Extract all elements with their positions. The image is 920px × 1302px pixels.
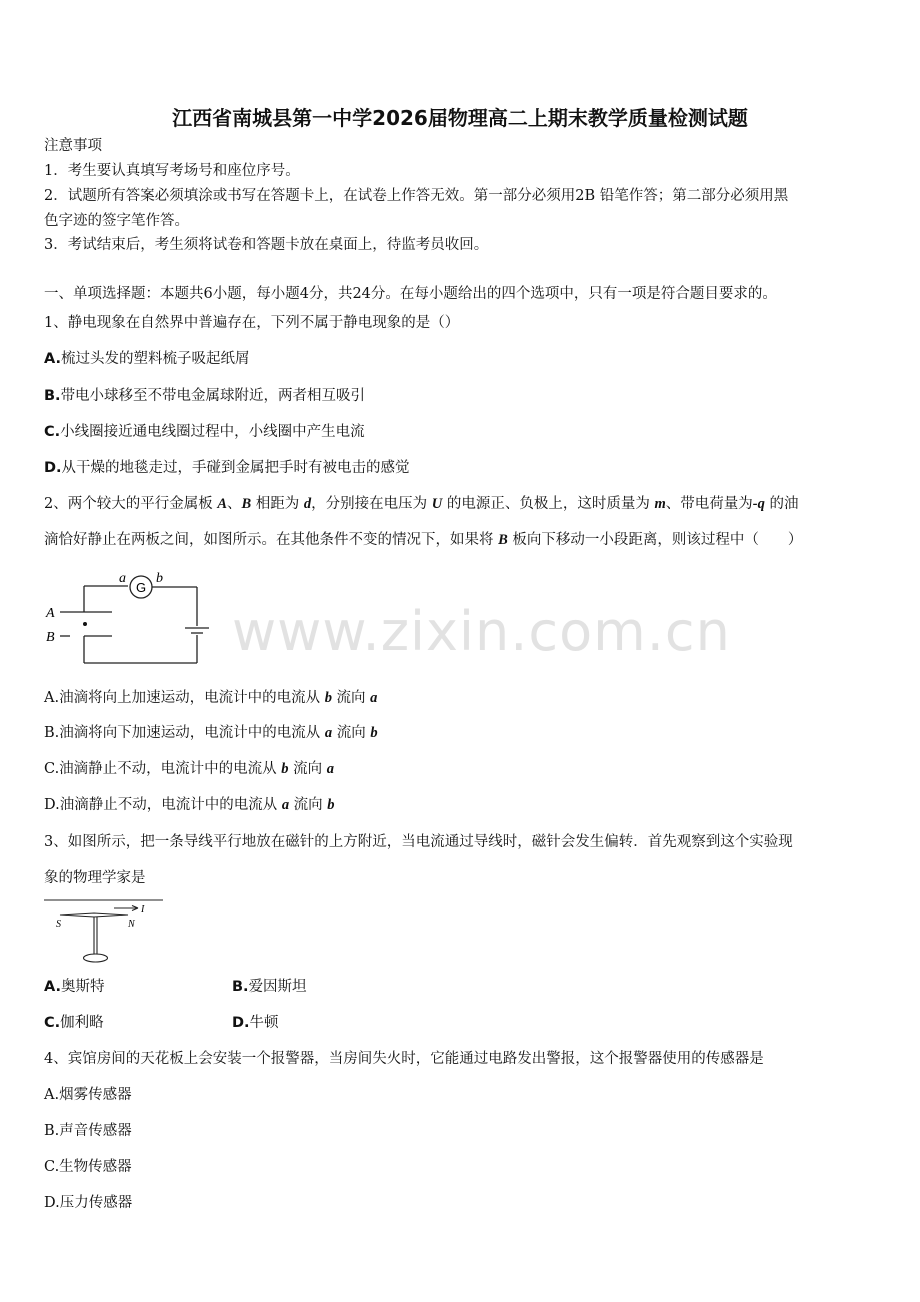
- notes-heading: 注意事项: [44, 138, 102, 154]
- note-item: 色字迹的签字笔作答。: [44, 213, 189, 229]
- note-item: 2．试题所有答案必须填涂或书写在答题卡上，在试卷上作答无效。第一部分必须用2B 铅笔作答；第二部分必须用黑: [44, 188, 789, 204]
- question-3-stem-line2: 象的物理学家是: [44, 870, 146, 886]
- plate-b-label: B: [46, 630, 55, 645]
- q1-option-d: D.从干燥的地毯走过，手碰到金属把手时有被电击的感觉: [44, 460, 410, 476]
- q3-option-b: B.爱因斯坦: [232, 979, 307, 995]
- note-item: 3．考试结束后，考生须将试卷和答题卡放在桌面上，待监考员收回。: [44, 237, 489, 253]
- capacitor-circuit-figure: [40, 568, 220, 673]
- q4-option-b: B.声音传感器: [44, 1123, 132, 1139]
- q1-option-a: A.梳过头发的塑料梳子吸起纸屑: [44, 351, 250, 367]
- section-heading: 一、单项选择题：本题共6小题，每小题4分，共24分。在每小题给出的四个选项中，只有一项是符合题目要求的。: [44, 286, 777, 302]
- question-1-stem: 1、静电现象在自然界中普遍存在，下列不属于静电现象的是（）: [44, 315, 460, 331]
- galvanometer-label: G: [135, 580, 147, 595]
- pole-n-label: N: [128, 919, 135, 930]
- plate-a-label: A: [46, 606, 55, 621]
- q1-option-b: B.带电小球移至不带电金属球附近，两者相互吸引: [44, 388, 366, 404]
- question-2-stem-line1: 2、两个较大的平行金属板 A、B 相距为 d，分别接在电压为 U 的电源正、负极上，这时质量为 m、带电荷量为-q 的油: [44, 496, 799, 512]
- terminal-b-label: b: [156, 571, 163, 586]
- q2-option-a: A.油滴将向上加速运动，电流计中的电流从 b 流向 a: [44, 690, 378, 706]
- q4-option-d: D.压力传感器: [44, 1195, 133, 1211]
- question-4-stem: 4、宾馆房间的天花板上会安装一个报警器，当房间失火时，它能通过电路发出警报，这个报警器使用的传感器是: [44, 1051, 764, 1067]
- watermark: www.zixin.com.cn: [232, 600, 731, 663]
- compass-wire-figure: [42, 896, 167, 968]
- q3-option-c: C.伽利略: [44, 1015, 104, 1031]
- current-i-label: I: [141, 904, 145, 915]
- q3-option-d: D.牛顿: [232, 1015, 279, 1031]
- q2-option-b: B.油滴将向下加速运动，电流计中的电流从 a 流向 b: [44, 725, 378, 741]
- q1-option-c: C.小线圈接近通电线圈过程中，小线圈中产生电流: [44, 424, 365, 440]
- q2-option-c: C.油滴静止不动，电流计中的电流从 b 流向 a: [44, 761, 335, 777]
- q4-option-a: A.烟雾传感器: [44, 1087, 132, 1103]
- page-title: 江西省南城县第一中学2026届物理高二上期末教学质量检测试题: [172, 106, 748, 130]
- note-item: 1．考生要认真填写考场号和座位序号。: [44, 163, 300, 179]
- q2-option-d: D.油滴静止不动，电流计中的电流从 a 流向 b: [44, 797, 335, 813]
- question-2-stem-line2: 滴恰好静止在两板之间，如图所示。在其他条件不变的情况下，如果将 B 板向下移动一小段距离，则该过程中（ ）: [44, 532, 803, 548]
- pole-s-label: S: [56, 919, 61, 930]
- q4-option-c: C.生物传感器: [44, 1159, 132, 1175]
- question-3-stem-line1: 3、如图所示，把一条导线平行地放在磁针的上方附近，当电流通过导线时，磁针会发生偏转．首先观察到这个实验现: [44, 834, 793, 850]
- terminal-a-label: a: [119, 571, 126, 586]
- q3-option-a: A.奥斯特: [44, 979, 105, 995]
